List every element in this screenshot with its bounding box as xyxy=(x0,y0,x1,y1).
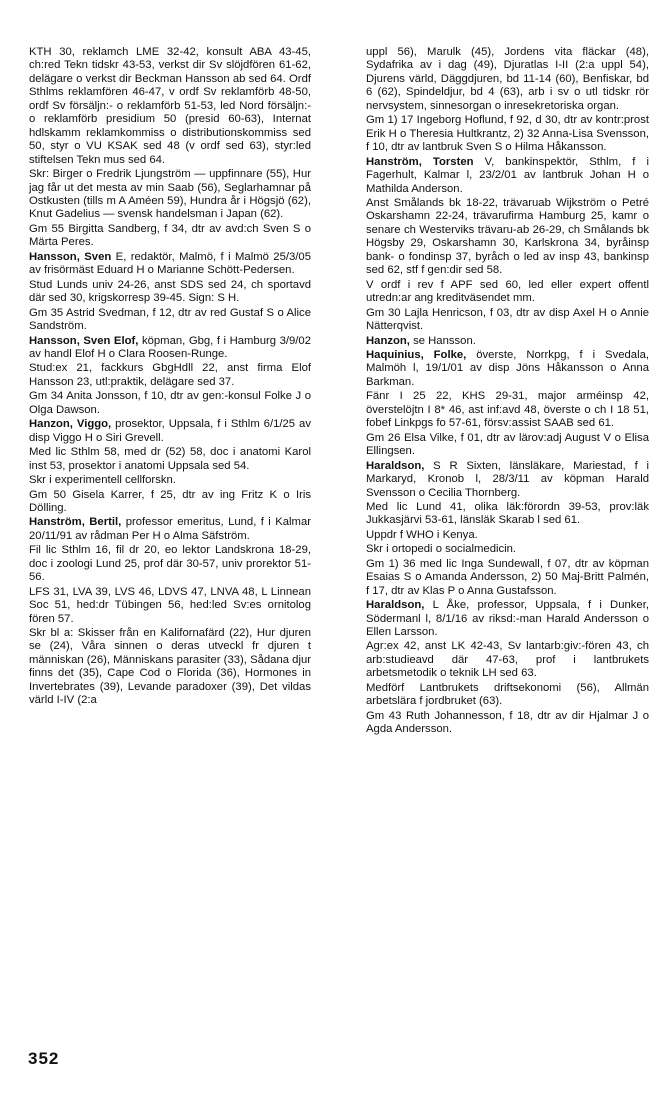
text-paragraph xyxy=(29,627,311,708)
text-paragraph xyxy=(29,489,311,516)
entry-name: Hansson, Sven Elof, xyxy=(29,334,139,347)
text-paragraph xyxy=(29,279,311,306)
entry-text: Skr bl a: Skisser från en Kalifornafärd (22), Hur djuren se (24), Våra sinnen o deras utveckl fr djuren t människan (26), Människans parasiter (33), Sådana djur finns det (35), Cape Cod o Florida (36), Hormones in Invertebrates (39), Levande paradoxer (39), Det vildas värld I-IV (2:a xyxy=(29,627,311,707)
entry-text: Skr i ortopedi o socialmedicin. xyxy=(366,543,517,556)
entry-text: Fil lic Sthlm 16, fil dr 20, eo lektor Landskrona 18-29, doc i zoologi Lund 25, prof där 30-57, univ prorektor 51-56. xyxy=(29,544,311,584)
entry-text: LFS 31, LVA 39, LVS 46, LDVS 47, LNVA 48, L Linnean Soc 51, hed:dr Tübingen 56, hed:led Sv:es ornitolog fören 57. xyxy=(29,585,311,625)
entry-text: Fänr I 25 22, KHS 29-31, major arméinsp 42, överstelöjtn I 8* 46, ast inf:avd 48, överste o ch I 18 51, fobef Linkpgs fo 57-61, försv:assist SAAB sed 61. xyxy=(366,390,649,430)
entry-text: Gm 55 Birgitta Sandberg, f 34, dtr av avd:ch Sven S o Märta Peres. xyxy=(29,222,311,249)
entry-name: Haraldson, xyxy=(366,459,425,472)
text-paragraph xyxy=(366,307,649,334)
text-paragraph xyxy=(366,390,649,430)
text-paragraph xyxy=(29,586,311,626)
entry-text: V ordf i rev f APF sed 60, led eller expert offentl utredn:ar ang kreditväsendet mm. xyxy=(366,278,649,305)
entry-text: KTH 30, reklamch LME 32-42, konsult ABA 43-45, ch:red Tekn tidskr 43-53, verkst dir Sv slöjdfören 61-62, delägare o verkst dir Beckman Hansson ab sed 64. Ordf Sthlms reklamfören 46-47, v ordf Sv reklamförb 48-50, ordf Sv försäljn:- o reklamförb 51-53, led Nord försäljn:- o reklamförb presidium 50 (presid 60-63), Internat hdlskamm reklamkommiss o distributionskommiss sed 50, styr o VU KSAK sed 48 (v ordf sed 63), styr:led stiftelsen Tekn mus sed 64. xyxy=(29,46,311,166)
entry-text: Gm 1) 17 Ingeborg Hoflund, f 92, d 30, dtr av kontr:prost Erik H o Theresia Hultkrantz, 2) 32 Anna-Lisa Svensson, f 10, dtr av lantbruk Sven S o Hilma Håkansson. xyxy=(366,114,649,154)
text-paragraph xyxy=(29,362,311,389)
entry-name: Hanzon, Viggo, xyxy=(29,418,112,431)
entry-name: Hanström, Torsten xyxy=(366,155,474,168)
text-paragraph xyxy=(366,432,649,459)
biography-entry xyxy=(366,335,649,348)
biography-entry xyxy=(366,349,649,389)
entry-text: Uppdr f WHO i Kenya. xyxy=(366,528,478,541)
entry-text: Med lic Sthlm 58, med dr (52) 58, doc i anatomi Karol inst 53, prosektor i anatomi Uppsala sed 54. xyxy=(29,446,311,472)
text-paragraph xyxy=(366,640,649,680)
entry-text: överste, Norrkpg, f i Svedala, Malmöh l, 19/1/01 av disp Jöns Håkansson o Anna Barkman. xyxy=(366,348,649,388)
biography-entry xyxy=(29,335,311,362)
entry-text: se Hansson. xyxy=(409,334,476,347)
entry-text: Agr:ex 42, anst LK 42-43, Sv lantarb:giv:-fören 43, ch arb:studieavd där 47-63, prof i lantbrukets arbetsmetodik o teknik LH sed 63. xyxy=(366,640,649,680)
text-paragraph xyxy=(366,114,649,154)
entry-name: Hanzon, xyxy=(366,334,410,347)
text-paragraph xyxy=(366,197,649,278)
entry-text: köpman, Gbg, f i Hamburg 3/9/02 av handl Elof H o Clara Roosen-Runge. xyxy=(29,334,311,360)
entry-text: prosektor, Uppsala, f i Sthlm 6/1/25 av disp Viggo H o Siri Grevell. xyxy=(29,418,311,444)
entry-text: professor emeritus, Lund, f i Kalmar 20/11/91 av rådman Per H o Alma Säfström. xyxy=(29,516,311,542)
text-paragraph xyxy=(366,543,649,556)
text-paragraph xyxy=(29,307,311,334)
entry-text: Gm 50 Gisela Karrer, f 25, dtr av ing Fritz K o Iris Dölling. xyxy=(29,488,311,514)
entry-text: Gm 1) 36 med lic Inga Sundewall, f 07, dtr av köpman Esaias S o Amanda Andersson, 2) 50 Maj-Britt Palmén, f 17, dtr av Klas P o Anna Gustafsson. xyxy=(366,557,649,597)
biography-entry xyxy=(29,418,311,445)
entry-text: Gm 34 Anita Jonsson, f 10, dtr av gen:-konsul Folke J o Olga Dawson. xyxy=(29,390,311,416)
entry-text: E, redaktör, Malmö, f i Malmö 25/3/05 av frisörmäst Eduard H o Marianne Schött-Pedersen. xyxy=(29,250,311,277)
text-paragraph xyxy=(29,544,311,584)
entry-text: Stud Lunds univ 24-26, anst SDS sed 24, ch sportavd där sed 30, krigskorresp 39-45. Sign: S H. xyxy=(29,278,311,305)
text-paragraph xyxy=(366,682,649,709)
text-paragraph xyxy=(366,501,649,528)
text-paragraph xyxy=(29,446,311,473)
text-paragraph xyxy=(366,558,649,598)
entry-name: Haraldson, xyxy=(366,599,425,612)
text-paragraph xyxy=(29,390,311,417)
entry-name: Haquinius, Folke, xyxy=(366,348,467,361)
right-column xyxy=(366,46,649,738)
entry-name: Hansson, Sven xyxy=(29,250,112,263)
entry-text: Gm 30 Lajla Henricson, f 03, dtr av disp Axel H o Annie Nätterqvist. xyxy=(366,306,649,333)
entry-text: Gm 26 Elsa Vilke, f 01, dtr av lärov:adj August V o Elisa Ellingsen. xyxy=(366,431,649,458)
text-paragraph xyxy=(29,474,311,487)
text-paragraph xyxy=(366,529,649,542)
entry-text: Med lic Lund 41, olika läk:förordn 39-53, prov:läk Jukkasjärvi 53-61, länsläk Skarab l sed 61. xyxy=(366,500,649,527)
entry-text: Skr: Birger o Fredrik Ljungström — uppfinnare (55), Hur jag får ut det mesta av min Saab (56), Seglarhamnar på Ostkusten (tills m A Améen 59), Hundra år i Högsjö (62), Knut Gadelius — svensk handelsman i Japan (62). xyxy=(29,168,311,221)
text-paragraph xyxy=(366,279,649,306)
entry-text: V, bankinspektör, Sthlm, f i Fagerhult, Kalmar l, 23/2/01 av lantbruk Johan H o Mathilda Anderson. xyxy=(366,155,650,195)
biography-entry xyxy=(29,516,311,543)
entry-text: Gm 43 Ruth Johannesson, f 18, dtr av dir Hjalmar J o Agda Andersson. xyxy=(366,709,649,736)
text-paragraph xyxy=(366,710,649,737)
entry-text: Anst Smålands bk 18-22, trävaruab Wijkström o Petré Oskarshamn 22-24, trävarufirma Hamburg 25, kamr o senare ch Westerviks trävaru-ab 26-29, ch Smålands bk Högsby 29, Oskarshamn 30, Karlskrona 34, byråinsp bank- o fondinsp 37, byråch o led av insp 43, bankinsp sed 62, stf f gen:dir sed 58. xyxy=(366,196,649,277)
biography-entry xyxy=(366,460,649,500)
entry-text: Skr i experimentell cellforskn. xyxy=(29,474,176,487)
biography-entry xyxy=(366,599,649,639)
entry-text: L Åke, professor, Uppsala, f i Dunker, Södermanl l, 8/1/16 av riksd:-man Harald Andersson o Ellen Larsson. xyxy=(366,599,649,639)
entry-text: Stud:ex 21, fackkurs GbgHdll 22, anst firma Elof Hansson 23, utl:praktik, delägare sed 37. xyxy=(29,362,311,388)
entry-name: Hanström, Bertil, xyxy=(29,516,122,529)
biography-entry xyxy=(366,156,649,196)
text-paragraph xyxy=(29,46,311,167)
text-paragraph xyxy=(29,223,311,250)
page-number: 352 xyxy=(28,1049,60,1068)
entry-text: S R Sixten, länsläkare, Mariestad, f i Markaryd, Kronob l, 28/3/11 av köpman Harald Svensson o Cecilia Thornberg. xyxy=(366,459,649,499)
entry-text: uppl 56), Marulk (45), Jordens vita fläckar (48), Sydafrika av i dag (49), Djuratlas I-II (2:a uppl 54), Djurens värld, Däggdjuren, bd 11-14 (60), Benfiskar, bd 6 (62), Spindeldjur, bd 4 (63), arb i sv o utl tidskr rör nervsystem, sinnesorgan o inresekretoriska organ. xyxy=(366,46,649,112)
text-paragraph xyxy=(366,46,649,113)
entry-text: Gm 35 Astrid Svedman, f 12, dtr av red Gustaf S o Alice Sandström. xyxy=(29,306,311,333)
entry-text: Medförf Lantbrukets driftsekonomi (56), Allmän arbetslära f jordbruket (63). xyxy=(366,681,649,708)
text-paragraph xyxy=(29,168,311,222)
left-column xyxy=(29,46,311,709)
biography-entry xyxy=(29,251,311,278)
